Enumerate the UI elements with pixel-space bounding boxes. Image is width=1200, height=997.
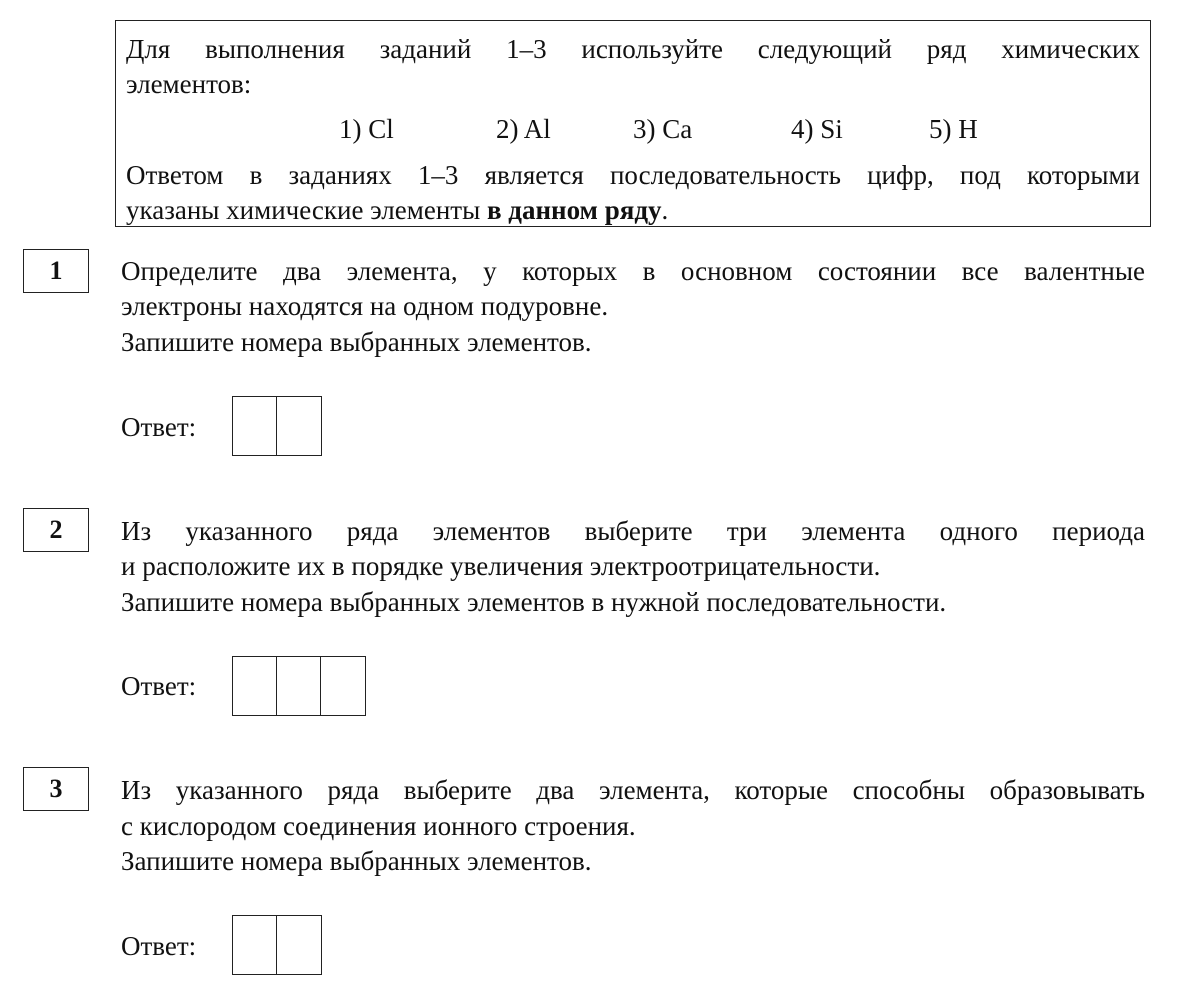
instructions-line-4-end: . bbox=[661, 195, 669, 225]
task-2-line-3: Запишите номера выбранных элементов в нужной последовательности. bbox=[121, 587, 947, 617]
task-1-line-1: Определите два элемента, у которых в основном состоянии все валентные bbox=[121, 256, 1145, 286]
task-number-box: 1 bbox=[23, 249, 89, 293]
instructions-line-1: Для выполнения заданий 1–3 используйте следующий ряд химических bbox=[126, 34, 1140, 64]
task-3-line-2: с кислородом соединения ионного строения. bbox=[121, 811, 636, 841]
task-3-line-3: Запишите номера выбранных элементов. bbox=[121, 846, 592, 876]
task-number-box: 3 bbox=[23, 767, 89, 811]
task-1-line-2: электроны находятся на одном подуровне. bbox=[121, 291, 609, 321]
instructions-box bbox=[115, 20, 1151, 227]
task-3-line-1: Из указанного ряда выберите два элемента, которые способны образовывать bbox=[121, 775, 1145, 805]
answer-cell[interactable] bbox=[277, 397, 321, 455]
instructions-line-2: элементов: bbox=[126, 69, 252, 99]
task-2-line-2: и расположите их в порядке увеличения электроотрицательности. bbox=[121, 551, 881, 581]
element-series bbox=[116, 111, 1150, 147]
task-number-box: 2 bbox=[23, 508, 89, 552]
answer-label: Ответ: bbox=[121, 671, 197, 701]
element-4: 4) Si bbox=[791, 114, 843, 144]
answer-cell[interactable] bbox=[277, 916, 321, 974]
instructions-line-4 bbox=[126, 193, 1140, 228]
element-1: 1) Cl bbox=[339, 114, 394, 144]
instructions-line-4-start: указаны химические элементы bbox=[126, 195, 487, 225]
answer-label: Ответ: bbox=[121, 412, 197, 442]
answer-label: Ответ: bbox=[121, 931, 197, 961]
answer-cell[interactable] bbox=[277, 657, 321, 715]
instructions-emphasis: в данном ряду bbox=[486, 195, 662, 225]
answer-grid bbox=[232, 915, 322, 975]
answer-cell[interactable] bbox=[233, 397, 277, 455]
task-2-line-1: Из указанного ряда элементов выберите три элемента одного периода bbox=[121, 516, 1145, 546]
element-3: 3) Ca bbox=[633, 114, 693, 144]
answer-grid bbox=[232, 396, 322, 456]
answer-cell[interactable] bbox=[321, 657, 365, 715]
answer-grid bbox=[232, 656, 366, 716]
answer-cell[interactable] bbox=[233, 657, 277, 715]
task-1-line-3: Запишите номера выбранных элементов. bbox=[121, 327, 592, 357]
element-2: 2) Al bbox=[496, 114, 551, 144]
answer-cell[interactable] bbox=[233, 916, 277, 974]
instructions-line-3: Ответом в заданиях 1–3 является последовательность цифр, под которыми bbox=[126, 160, 1140, 190]
element-5: 5) H bbox=[929, 114, 978, 144]
